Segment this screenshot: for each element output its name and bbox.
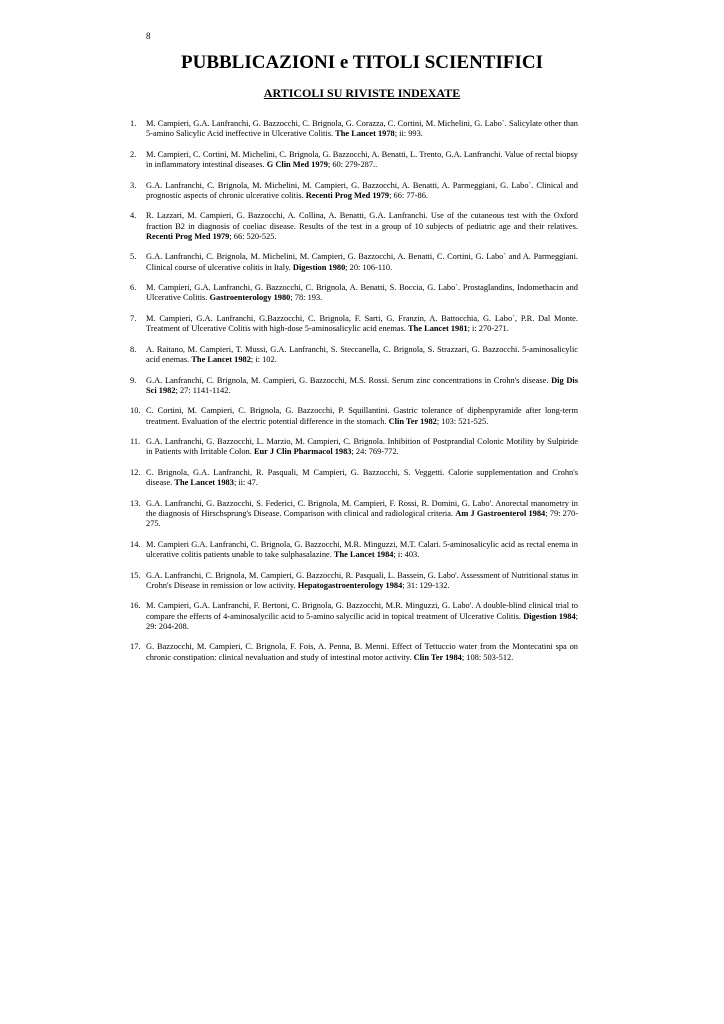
publication-number: 11. [130,437,141,447]
publication-authors-title: M. Campieri, G.A. Lanfranchi, G.Bazzocchi, C. Brignola, F. Sarti, G. Franzin, A. Battocchia, G. Labo`, P.R. Dal Monte. Treatment of Ulcerative Colitis with high-dose 5-aminosalicylic acid enemas. [146,313,578,334]
publication-item [130,314,578,334]
publication-authors-title: M. Campieri G.A. Lanfranchi, C. Brignola, G. Bazzocchi, M.R. Minguzzi, M.T. Calari. 5-aminosalicylic acid as rectal enema in ulcerative colitis patients unable to take sulphasalazine. [146,539,578,559]
publication-authors-title: G.A. Lanfranchi, C. Brignola, M. Michelini, M. Campieri, G. Bazzocchi, A. Benatti, C. Cortini, G. Labo` and A. Parmeggiani. Clinical course of ulcerative colitis in Italy. [146,252,578,272]
publication-number: 2. [130,149,137,159]
publication-authors-title: M. Campieri, C. Cortini, M. Michelini, C. Brignola, G. Bazzocchi, A. Benatti, L. Trento, G.A. Lanfranchi. Value of rectal biopsy in inflammatory intestinal diseases. [146,149,578,169]
publication-authors-title: C. Cortini, M. Campieri, C. Brignola, G. Bazzocchi, P. Squillantini. Gastric tolerance of diphenpyramide after long-term treatment. Evaluation of the electric potential difference in the stomach. [146,406,578,426]
publication-journal: The Lancet 1982 [191,354,251,364]
publication-journal: Dig Dis Sci 1982 [146,375,579,395]
publication-item [130,376,578,396]
publication-authors-title: G.A. Lanfranchi, C. Brignola, M. Campieri, G. Bazzocchi, R. Pasquali, L. Bassein, G. Labo'. Assessment of Nutritional status in Crohn's Disease in remission or low activity. [146,570,578,590]
publication-number: 7. [130,313,137,323]
publication-authors-title: C. Brignola, G.A. Lanfranchi, R. Pasquali, M Campieri, G. Bazzocchi, S. Veggetti. Calorie supplementation and Crohn's disease. [146,467,578,488]
publication-number: 9. [130,375,137,385]
publication-item [130,571,578,591]
publication-authors-title: M. Campieri, G.A. Lanfranchi, F. Bertoni, C. Brignola, G. Bazzocchi, M.R. Minguzzi, G. Labo'. A double-blind clinical trial to compare the effects of 4-aminosalycilic acid to 5-amino salycilic acid in topical treatment of Ulcerative Colitis. [146,601,578,621]
publication-journal: Eur J Clin Pharmacol 1983 [253,447,352,457]
publication-reference: ; 103: 521-525. [436,416,489,426]
publication-journal: Clin Ter 1982 [388,416,437,426]
publication-number: 14. [130,539,141,549]
publication-item [130,468,578,488]
publication-journal: Gastroenterology 1980 [209,293,291,303]
publication-item [130,150,578,170]
publication-reference: ; i: 403. [393,549,420,559]
publication-reference: ; ii: 993. [394,129,423,139]
publication-journal: The Lancet 1984 [333,549,394,559]
publication-reference: ; i: 270-271. [467,324,509,334]
publication-journal: The Lancet 1983 [174,478,234,488]
publication-journal: Recenti Prog Med 1979 [146,231,230,241]
publication-authors-title: M. Campieri, G.A. Lanfranchi, G. Bazzocchi, C. Brignola, A. Benatti, S. Boccia, G. Labo`. Prostaglandins, Indomethacin and Ulcerative Colitis. [146,283,578,303]
publication-journal: Am J Gastroenterol 1984 [455,508,546,518]
publication-journal: The Lancet 1981 [408,324,468,334]
page-title: PUBBLICAZIONI e TITOLI SCIENTIFICI [181,52,543,73]
publication-authors-title: G.A. Lanfranchi, C. Brignola, M. Michelini, M. Campieri, G. Bazzocchi, A. Benatti, A. Parmeggiani, G. Labo`. Clinical and prognostic aspects of chronic ulcerative colitis. [146,180,578,200]
publication-number: 6. [130,283,137,293]
publication-item [130,406,578,426]
publication-authors-title: G. Bazzocchi, M. Campieri, C. Brignola, F. Fois, A. Penna, B. Menni. Effect of Tettuccio water from the Montecatini spa on chronic constipation: clinical nevaluation and study of intestinal motor activity. [146,642,578,662]
publication-number: 12. [130,467,141,477]
publication-reference: ; 108: 503-512. [461,652,514,662]
publication-reference: ; 27: 1141-1142. [175,385,231,395]
publication-number: 1. [130,119,137,128]
publication-authors-title: M. Campieri, G.A. Lanfranchi, G. Bazzocchi, C. Brignola, G. Corazza, C. Cortini, M. Michelini, G. Labo`. Salicylate other than 5-amino Salicylic Acid ineffective in Ulcerative Colitis. [146,119,578,139]
publication-item [130,345,578,365]
publication-reference: ; 20: 106-110. [345,262,393,272]
publication-journal: The Lancet 1978 [335,129,395,139]
publication-number: 10. [130,406,141,416]
publication-authors-title: G.A. Lanfranchi, G. Bazzocchi, S. Federici, C. Brignola, M. Campieri, F. Rossi, R. Domini, G. Labo'. Anorectal manometry in the diagnosis of Hirschsprung's Disease. Comparison with clinical and radiological criteria. [146,498,578,518]
publication-number: 16. [130,601,141,611]
publication-reference: ; 66: 77-86. [389,190,428,200]
publication-authors-title: G.A. Lanfranchi, C. Brignola, M. Campieri, G. Bazzocchi, M.S. Rossi. Serum zinc concentrations in Crohn's disease. [146,375,549,385]
publication-item [130,540,578,560]
section-heading: ARTICOLI SU RIVISTE INDEXATE [263,86,461,100]
publication-list [130,119,578,673]
publication-number: 4. [130,211,137,221]
publication-number: 17. [130,642,141,652]
publication-item [130,499,578,530]
publication-journal: Digestion 1984 [523,611,576,621]
publication-reference: ; 24: 769-772. [351,447,399,457]
publication-reference: ; 60: 279-287.. [327,160,378,169]
publication-reference: ; 29: 204-208. [146,611,578,631]
publication-authors-title: R. Lazzari, M. Campieri, G. Bazzocchi, A. Collina, A. Benatti, G.A. Lanfranchi. Use of the cutaneous test with the Oxford fraction B2 in diagnosis of coeliac disease. Results of the test in a group of 10 subjects of pediatric age and their relatives. [146,211,578,231]
publication-reference: ; 78: 193. [290,293,323,303]
publication-reference: ; i: 102. [250,354,277,364]
publication-authors-title: A. Raitano, M. Campieri, T. Mussi, G.A. Lanfranchi, S. Steccanella, C. Brignola, S. Strazzari, G. Bazzocchi. 5-aminosalicylic acid enemas. [146,344,578,364]
publication-number: 8. [130,344,137,354]
publication-journal: Hepatogastroenterology 1984 [297,580,403,590]
publication-number: 13. [130,498,141,508]
publication-journal: Digestion 1980 [292,262,346,272]
publication-authors-title: G.A. Lanfranchi, G. Bazzocchi, L. Marzio, M. Campieri, C. Brignola. Inhibition of Postprandial Colonic Motility by Sulpiride in Patients with Irritable Colon. [146,437,578,457]
publication-journal: G Clin Med 1979 [266,160,328,169]
publication-journal: Clin Ter 1984 [413,652,462,662]
publication-number: 3. [130,180,137,190]
publication-item [130,181,578,201]
publication-item [130,601,578,632]
publication-reference: ; ii: 47. [233,478,258,488]
publication-item [130,437,578,457]
page-number: 8 [146,31,151,41]
publication-number: 5. [130,252,137,262]
publication-item [130,642,578,662]
publication-reference: ; 66: 520-525. [229,231,277,241]
publication-reference: ; 79: 270-275. [146,508,578,529]
publication-item [130,252,578,272]
publication-journal: Recenti Prog Med 1979 [305,190,390,200]
publication-item [130,283,578,303]
publication-number: 15. [130,570,141,580]
publication-item [130,211,578,242]
publication-item [130,119,578,139]
publication-reference: ; 31: 129-132. [402,580,450,590]
